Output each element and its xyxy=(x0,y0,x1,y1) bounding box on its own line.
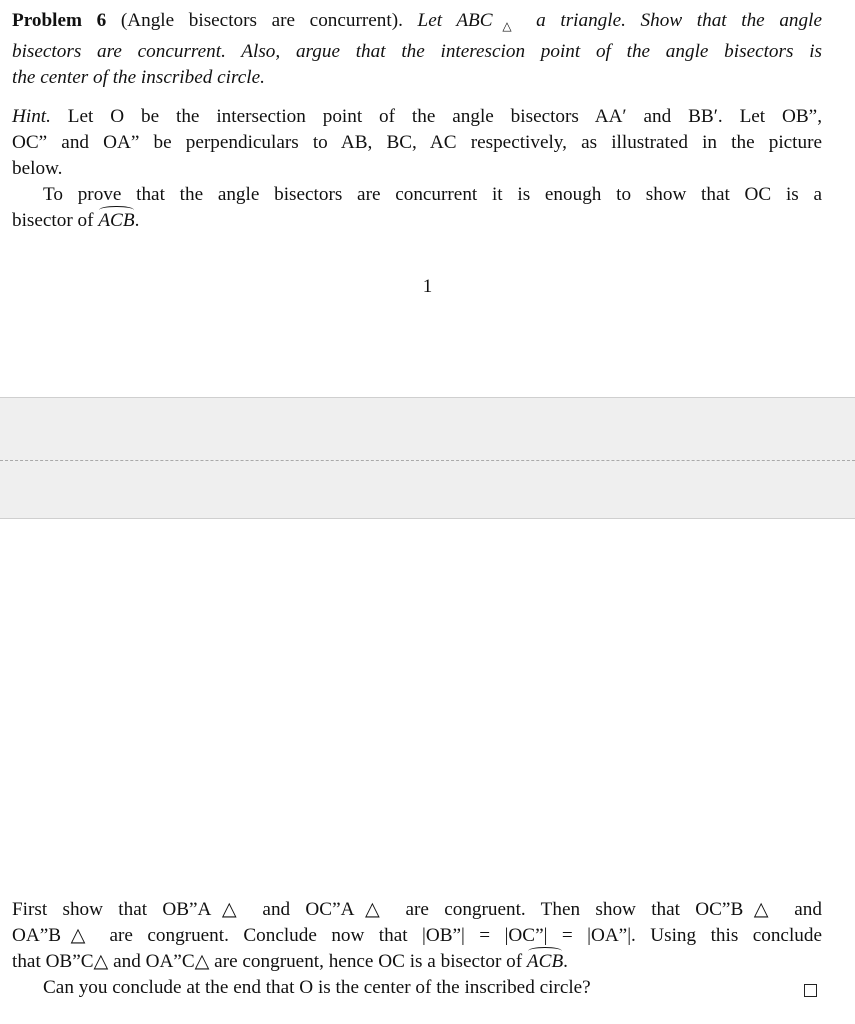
page-break-divider xyxy=(0,460,855,461)
problem-statement: Problem 6 (Angle bisectors are concurrent). Let $ABC_\triangle$ a triangle. Show that the angle bisectors are concurrent. Also, argue that the interescion point of the angle bisectors is the center of the inscribed circle. xyxy=(12,10,822,88)
problem-label: Problem 6 xyxy=(12,10,107,31)
page-1 xyxy=(0,0,855,397)
arc-angle-acb-2: ACB xyxy=(527,949,563,975)
hint-paragraph: Hint. Let O be the intersection point of the angle bisectors AA′ and BB′. Let OB”, OC” and OA” be perpendiculars to AB, BC, AC respectively, as illustrated in the picture below. To prove that the angle bisectors are concurrent it is enough to show that OC is a bisector of ACB. xyxy=(12,104,822,234)
page-gap xyxy=(0,397,855,519)
conclusion-paragraph: First show that OB”A△ and OC”A△ are congruent. Then show that OC”B△ and OA”B△ are congruent. Conclude now that |OB”| = |OC”| = |OA”|. Using this conclude that OB”C△ and OA”C△ are congruent, hence OC is a bisector of ACB. Can you conclude at the end that O is the center of the inscribed circle? xyxy=(12,899,822,998)
hint-label: Hint. xyxy=(12,106,51,127)
qed-box xyxy=(804,984,817,997)
page-number: 1 xyxy=(422,276,433,297)
arc-angle-acb: ACB xyxy=(98,208,134,234)
